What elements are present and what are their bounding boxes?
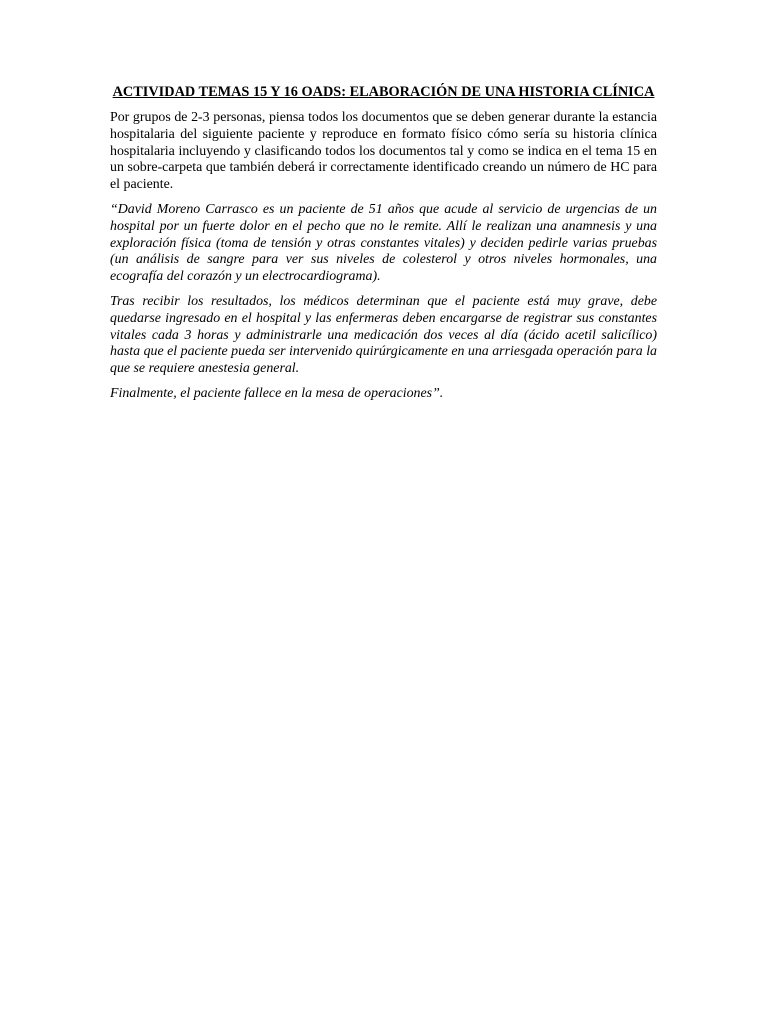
case-paragraph-2: Tras recibir los resultados, los médicos determinan que el paciente está muy grave, debe quedarse ingresado en el hospital y las enfermeras deben encargarse de registrar sus constantes vitales cada 3 horas y administrarle una medicación dos veces al día (ácido acetil salicílico) hasta que el paciente pueda ser intervenido quirúrgicamente en una arriesgada operación para la que se requiere anestesia general. xyxy=(110,293,657,377)
document-title: ACTIVIDAD TEMAS 15 Y 16 OADS: ELABORACIÓN DE UNA HISTORIA CLÍNICA xyxy=(112,84,655,100)
intro-paragraph: Por grupos de 2-3 personas, piensa todos los documentos que se deben generar durante la estancia hospitalaria del siguiente paciente y reproduce en formato físico cómo sería su historia clínica hospitalaria incluyendo y clasificando todos los documentos tal y como se indica en el tema 15 en un sobre-carpeta que también deberá ir correctamente identificado creando un número de HC para el paciente. xyxy=(110,110,657,193)
case-paragraph-3: Finalmente, el paciente fallece en la mesa de operaciones”. xyxy=(110,385,444,401)
document-page xyxy=(110,84,657,411)
case-paragraph-1: “David Moreno Carrasco es un paciente de 51 años que acude al servicio de urgencias de un hospital por un fuerte dolor en el pecho que no le remite. Allí le realizan una anamnesis y una exploración física (toma de tensión y otras constantes vitales) y deciden pedirle varias pruebas (un análisis de sangre para ver sus niveles de colesterol y otros niveles hormonales, una ecografía del corazón y un electrocardiograma). xyxy=(110,201,657,285)
